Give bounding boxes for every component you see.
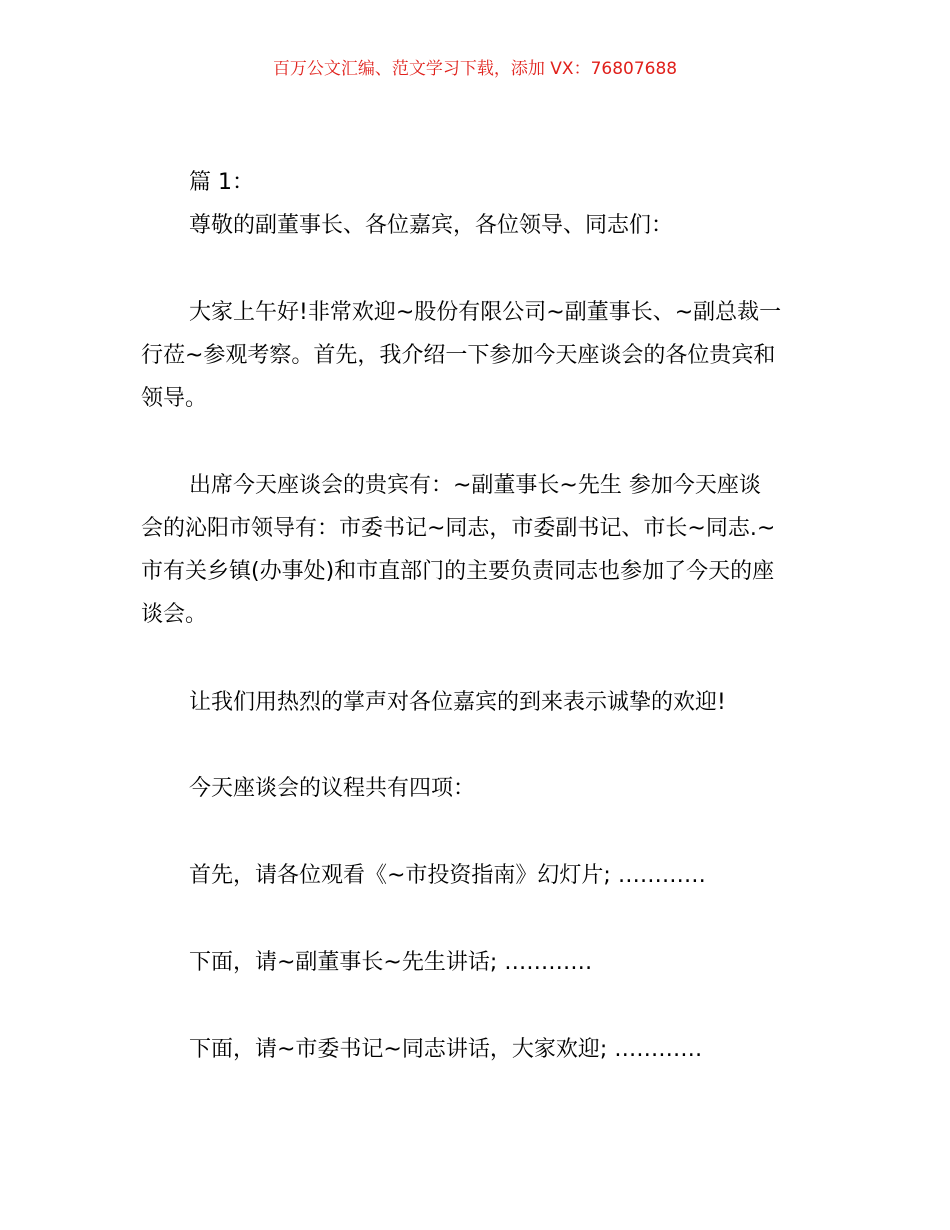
paragraph-2-line-2: 会的沁阳市领导有：市委书记~同志，市委副书记、市长~同志.~ <box>141 516 776 541</box>
paragraph-1-line-3: 领导。 <box>141 386 208 411</box>
paragraph-1-line-1: 大家上午好!非常欢迎~股份有限公司~副董事长、~副总裁一 <box>189 300 782 325</box>
paragraph-2-line-3: 市有关乡镇(办事处)和市直部门的主要负责同志也参加了今天的座 <box>141 559 775 584</box>
agenda-item-2: 下面，请~副董事长~先生讲话; ………… <box>189 950 593 975</box>
paragraph-3: 让我们用热烈的掌声对各位嘉宾的到来表示诚挚的欢迎! <box>189 690 726 715</box>
paragraph-2-line-1: 出席今天座谈会的贵宾有：~副董事长~先生 参加今天座谈 <box>189 473 761 498</box>
salutation: 尊敬的副董事长、各位嘉宾，各位领导、同志们： <box>189 213 674 238</box>
section-title: 篇 1： <box>189 170 254 195</box>
agenda-item-1: 首先，请各位观看《~市投资指南》幻灯片; ………… <box>189 863 706 888</box>
paragraph-4: 今天座谈会的议程共有四项： <box>189 776 476 801</box>
paragraph-2-line-4: 谈会。 <box>141 602 208 627</box>
watermark-header: 百万公文汇编、范文学习下载，添加 VX：76807688 <box>272 59 678 79</box>
paragraph-1-line-2: 行莅~参观考察。首先，我介绍一下参加今天座谈会的各位贵宾和 <box>141 343 776 368</box>
agenda-item-3: 下面，请~市委书记~同志讲话，大家欢迎; ………… <box>189 1037 703 1062</box>
